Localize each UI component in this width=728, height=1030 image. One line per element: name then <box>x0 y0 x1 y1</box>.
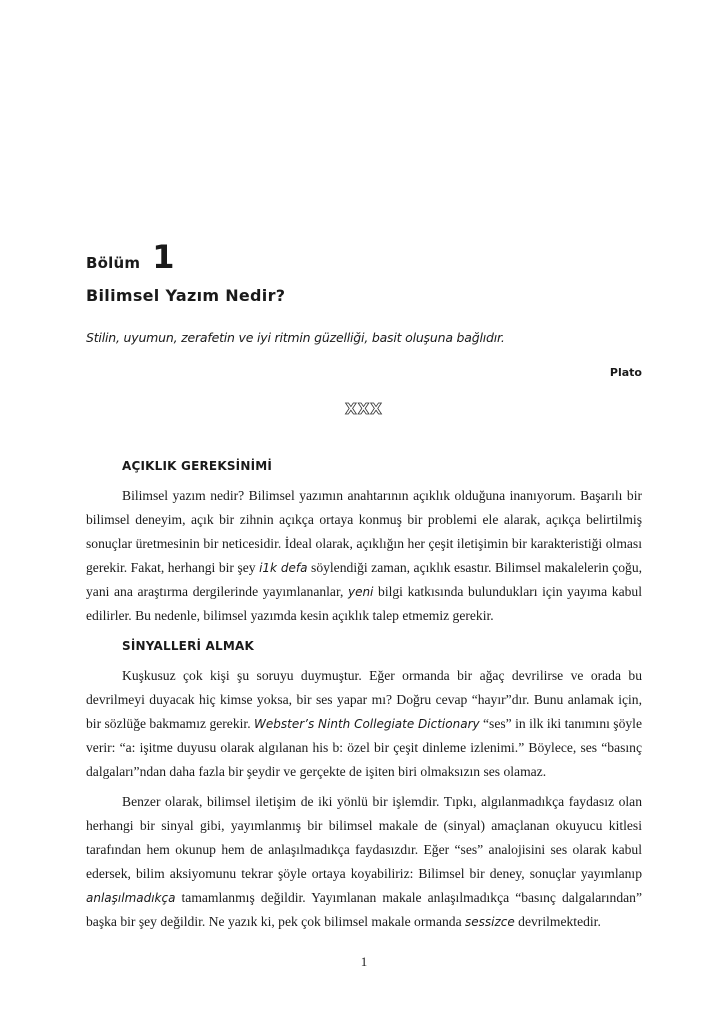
chapter-label <box>86 238 175 276</box>
section-ornament: XXX <box>345 400 383 418</box>
text-run: Benzer olarak, bilimsel iletişim de iki yönlü bir işlemdir. Tıpkı, algılanmadıkça faydasız olan herhangi bir sinyal gibi, yayımlanmış bir bilimsel makale de (sinyal) amaçlanan okuyucu kitlesi tarafından hem okunup hem de anlaşılmadıkça faydasızdır. Eğer “ses” analojisini ses olarak kabul edersek, bilim aksiyomunu tekrar şöyle ortaya koyabiliriz: Bilimsel bir deney, sonuçlar yayımlanıp <box>86 794 642 881</box>
chapter-number: 1 <box>152 238 175 276</box>
text-run: bilgi katkısında bulundukları için yayıma kabul edilirler. Bu nedenle, bilimsel yazımda kesin açıklık talep etmemiz gerekir. <box>86 584 642 623</box>
text-run: Bilimsel yazım nedir? Bilimsel yazımın anahtarının açıklık olduğuna inanıyorum. Başarılı bir bilimsel deneyim, açık bir zihnin açıkça ortaya konmuş bir problemi ele alarak, açıkça belirtilmiş sonuçlar üretmesinin bir neticesidir. İdeal olarak, açıklığın her çeşit iletişimin bir karakteristiği olması gerekir. Fakat, herhangi bir şey <box>86 488 642 575</box>
emphasis-text: yeni <box>347 585 374 599</box>
emphasis-text: i1k defa <box>259 561 308 575</box>
section-heading-signals: SİNYALLERİ ALMAK <box>122 639 255 653</box>
paragraph-signals-1 <box>86 664 642 784</box>
chapter-title: Bilimsel Yazım Nedir? <box>86 286 286 305</box>
text-run: “ses” in ilk iki tanımını şöyle verir: “a: işitme duyusu olarak algılanan his b: özel bir çeşit dinleme izlenimi.” Böylece, ses “basınç dalgaları”ndan daha fazla bir şeydir ve gerçekte de işiten biri olmaksızın ses olamaz. <box>86 716 642 779</box>
emphasis-text: Webster’s Ninth Collegiate Dictionary <box>254 717 480 731</box>
emphasis-text: sessizce <box>465 915 515 929</box>
text-run: tamamlanmış değildir. Yayımlanan makale anlaşılmadıkça “basınç dalgalarından” başka bir şey değildir. Ne yazık ki, pek çok bilimsel makale ormanda <box>86 890 642 929</box>
section-heading-clarity: AÇIKLIK GEREKSİNİMİ <box>122 459 273 473</box>
emphasis-text: anlaşılmadıkça <box>86 891 176 905</box>
epigraph-author: Plato <box>609 366 642 379</box>
paragraph-signals-2 <box>86 790 642 934</box>
body-text <box>86 454 642 940</box>
epigraph-quote: Stilin, uyumun, zerafetin ve iyi ritmin güzelliği, basit oluşuna bağlıdır. <box>86 330 505 345</box>
text-run: söylendiği zaman, açıklık esastır. Bilimsel makalelerin çoğu, yani ana araştırma dergilerinde yayımlananlar, <box>86 560 643 599</box>
text-run: devrilmektedir. <box>514 914 601 929</box>
paragraph-clarity <box>86 484 642 628</box>
chapter-word: Bölüm <box>86 254 141 272</box>
page-number: 1 <box>360 954 368 969</box>
text-run: Kuşkusuz çok kişi şu soruyu duymuştur. Eğer ormanda bir ağaç devrilirse ve orada bu devrilmeyi duyacak hiç kimse yoksa, bir ses yapar mı? Doğru cevap “hayır”dır. Bunu anlamak için, bir sözlüğe bakmamız gerekir. <box>86 668 642 731</box>
